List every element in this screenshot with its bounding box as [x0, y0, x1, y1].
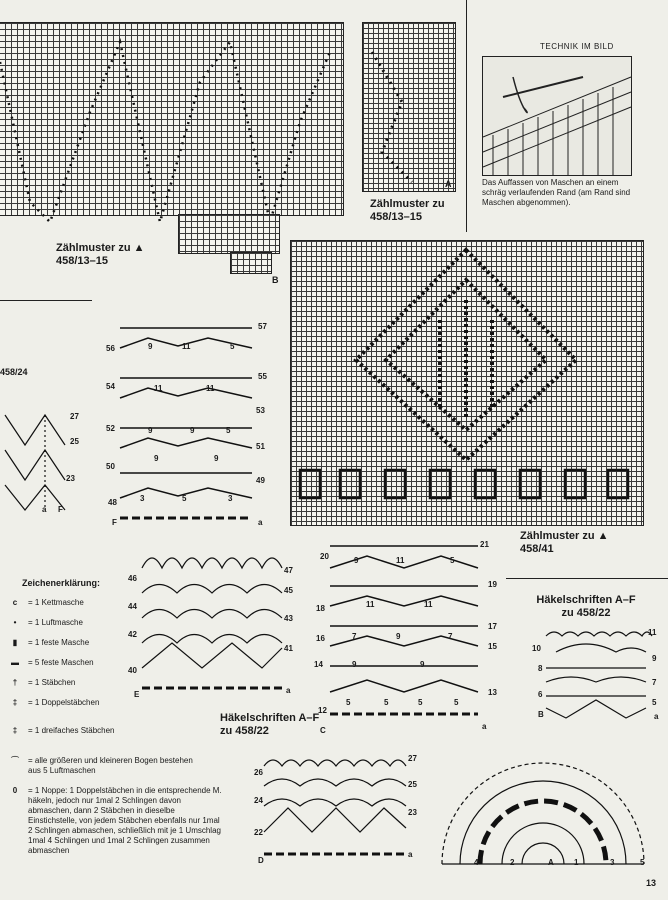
- chart-a-label-1: 1: [574, 858, 579, 867]
- chart-f-num-2: 11: [182, 342, 191, 351]
- chart-f-num-1: 9: [148, 342, 153, 351]
- chart-f-row-52: 52: [106, 424, 115, 433]
- chart-d-row-23: 23: [408, 808, 417, 817]
- chart-b-row-7: 7: [652, 678, 657, 687]
- chart-f-num-5: 11: [206, 384, 215, 393]
- chart-e-row-46: 46: [128, 574, 137, 583]
- kettmasche-icon: c: [12, 598, 18, 607]
- marker-f-small: F: [58, 505, 63, 514]
- crochet-chart-b: [546, 628, 652, 716]
- chart-f-num-10: 9: [214, 454, 219, 463]
- legend-doppelstaebchen: ‡ = 1 Doppelstäbchen: [8, 698, 99, 708]
- legend-staebchen: † = 1 Stäbchen: [8, 678, 75, 688]
- count-chart-small-diagonal: [362, 22, 454, 190]
- count-chart-13-15-tail: [178, 214, 280, 254]
- chart-e-row-41: 41: [284, 644, 293, 653]
- chart-f-num-13: 3: [228, 494, 233, 503]
- chart-f-row-57: 57: [258, 322, 267, 331]
- technik-photo-frame: [482, 56, 632, 176]
- chart-f-num-3: 5: [230, 342, 235, 351]
- crochet-chart-a: [440, 736, 646, 866]
- luftmasche-icon: •: [13, 618, 17, 627]
- divider-bottom-horizontal: [506, 578, 668, 579]
- staebchen-icon: †: [12, 678, 18, 687]
- divider-top-vertical: [466, 0, 467, 232]
- legend-noppe: 0 = 1 Noppe: 1 Doppelstäbchen in die entsprechende M. häkeln, jedoch nur 1mal 2 Schlingen davon abmaschen, dann 2 Stäbchen in dieselbe Einstichstelle, von jedem Stäbchen ebenfalls nur 1mal 2 Schlingen abmaschen, schließlich mit je 1 Umschlag 1mal 4 Schlingen und 1mal 2 Schlingen zusammen abmaschen: [8, 786, 222, 856]
- chart-c-row-15: 15: [488, 642, 497, 651]
- chart-b-marker-a: a: [654, 712, 659, 721]
- chart-e-row-44: 44: [128, 602, 137, 611]
- chart-f-num-7: 9: [190, 426, 195, 435]
- five-stitches-icon: ▬: [11, 658, 19, 667]
- chart-c-row-12: 12: [318, 706, 327, 715]
- chart-f-row-49: 49: [256, 476, 265, 485]
- legend-luftmasche: • = 1 Luftmasche: [8, 618, 83, 628]
- chart-c-num-10: 9: [420, 660, 425, 669]
- dreifaches-staebchen-icon: ‡: [12, 726, 18, 735]
- legend-feste-masche: ▮ = 1 feste Masche: [8, 638, 89, 648]
- chart-c-row-20: 20: [320, 552, 329, 561]
- chart-b-row-5: 5: [652, 698, 657, 707]
- chart-c-num-5: 11: [424, 600, 433, 609]
- chart-c-row-19: 19: [488, 580, 497, 589]
- chart-c-num-14: 5: [454, 698, 459, 707]
- chart-f-row-50: 50: [106, 462, 115, 471]
- divider-left-horizontal: [0, 300, 92, 301]
- chart-d-marker-d: D: [258, 856, 264, 865]
- chart-c-num-7: 9: [396, 632, 401, 641]
- chart-b-row-10: 10: [532, 644, 541, 653]
- chart-d-row-25: 25: [408, 780, 417, 789]
- bogen-icon: ⌒: [11, 756, 19, 765]
- chart-d-row-26: 26: [254, 768, 263, 777]
- chart-d-row-27: 27: [408, 754, 417, 763]
- chart-c-num-13: 5: [418, 698, 423, 707]
- caption-haekelschriften-left: Häkelschriften A–F zu 458/22: [220, 712, 320, 737]
- chart-e-row-42: 42: [128, 630, 137, 639]
- chart-f-marker-f: F: [112, 518, 117, 527]
- legend-5-feste-maschen: ▬ = 5 feste Maschen: [8, 658, 94, 668]
- chart-b-row-8: 8: [538, 664, 543, 673]
- chart-f-num-6: 9: [148, 426, 153, 435]
- feste-masche-icon: ▮: [12, 638, 18, 647]
- marker-a-small: a: [42, 505, 47, 514]
- knitting-illustration: [483, 57, 631, 175]
- page-number: 13: [646, 878, 657, 888]
- chart-c-num-9: 9: [352, 660, 357, 669]
- caption-zaehlmuster-small: Zählmuster zu 458/13–15: [370, 198, 445, 223]
- chart-c-row-18: 18: [316, 604, 325, 613]
- chart-b-row-11: 11: [648, 628, 657, 637]
- chart-f-row-56: 56: [106, 344, 115, 353]
- doppelstaebchen-icon: ‡: [12, 698, 18, 707]
- chart-f-row-51: 51: [256, 442, 265, 451]
- legend-dreifaches-staebchen: ‡ = 1 dreifaches Stäbchen: [8, 726, 115, 736]
- chart-c-num-8: 7: [448, 632, 453, 641]
- count-chart-41-motif: [290, 240, 642, 524]
- row-23-chart-24: 23: [66, 474, 75, 483]
- chart-c-row-17: 17: [488, 622, 497, 631]
- chart-f-marker-a: a: [258, 518, 263, 527]
- chart-a-label-2: 2: [510, 858, 515, 867]
- chart-c-row-13: 13: [488, 688, 497, 697]
- chart-a-label-a: A: [548, 858, 554, 867]
- noppe-icon: 0: [12, 786, 18, 795]
- chart-c-num-4: 11: [366, 600, 375, 609]
- crochet-chart-d: [264, 752, 406, 864]
- chart-c-num-6: 7: [352, 632, 357, 641]
- row-25-chart-24: 25: [70, 437, 79, 446]
- chart-f-num-8: 5: [226, 426, 231, 435]
- chart-c-row-16: 16: [316, 634, 325, 643]
- legend-title: Zeichenerklärung:: [22, 578, 101, 588]
- chart-f-num-4: 11: [154, 384, 163, 393]
- chart-c-num-3: 5: [450, 556, 455, 565]
- chart-c-num-2: 11: [396, 556, 405, 565]
- chart-c-num-11: 5: [346, 698, 351, 707]
- chart-c-marker-a: a: [482, 722, 487, 731]
- marker-b: B: [272, 275, 279, 285]
- chart-b-row-9: 9: [652, 654, 657, 663]
- chart-c-row-14: 14: [314, 660, 323, 669]
- caption-zaehlmuster-41: Zählmuster zu ▲ 458/41: [520, 530, 609, 555]
- chart-f-row-48: 48: [108, 498, 117, 507]
- chart-a-label-4: 4: [474, 858, 479, 867]
- chart-f-num-9: 9: [154, 454, 159, 463]
- chart-f-row-53: 53: [256, 406, 265, 415]
- chart-d-row-24: 24: [254, 796, 263, 805]
- caption-haekelschriften-right: Häkelschriften A–F zu 458/22: [536, 594, 636, 619]
- chart-b-row-6: 6: [538, 690, 543, 699]
- chart-f-row-54: 54: [106, 382, 115, 391]
- chart-e-row-40: 40: [128, 666, 137, 675]
- chart-e-row-45: 45: [284, 586, 293, 595]
- chart-e-marker-a: a: [286, 686, 291, 695]
- legend-bogen: ⌒ = alle größeren und kleineren Bogen bestehen aus 5 Luftmaschen: [8, 756, 204, 776]
- chart-e-row-43: 43: [284, 614, 293, 623]
- chart-c-num-12: 5: [384, 698, 389, 707]
- chart-f-num-11: 3: [140, 494, 145, 503]
- technik-header: TECHNIK IM BILD: [540, 42, 614, 51]
- caption-458-24: 458/24: [0, 367, 28, 377]
- chart-f-row-55: 55: [258, 372, 267, 381]
- technik-text: Das Auffassen von Maschen an einem schräg verlaufenden Rand (am Rand sind Maschen abgenommen).: [482, 178, 631, 207]
- chart-b-marker-b: B: [538, 710, 544, 719]
- chart-c-row-21: 21: [480, 540, 489, 549]
- crochet-chart-e: [142, 548, 282, 696]
- chart-e-marker-e: E: [134, 690, 140, 699]
- chart-f-num-12: 5: [182, 494, 187, 503]
- chart-a-label-3: 3: [610, 858, 615, 867]
- marker-a-small-chart: A: [445, 179, 452, 189]
- chart-d-row-22: 22: [254, 828, 263, 837]
- caption-zaehlmuster-13-15: Zählmuster zu ▲ 458/13–15: [56, 242, 145, 267]
- count-chart-13-15-tail2: [230, 252, 272, 274]
- chart-d-marker-a: a: [408, 850, 413, 859]
- chart-a-label-5: 5: [640, 858, 645, 867]
- chart-c-num-1: 9: [354, 556, 359, 565]
- legend-kettmasche: c = 1 Kettmasche: [8, 598, 84, 608]
- chart-e-row-47: 47: [284, 566, 293, 575]
- row-27-chart-24: 27: [70, 412, 79, 421]
- chart-c-marker-c: C: [320, 726, 326, 735]
